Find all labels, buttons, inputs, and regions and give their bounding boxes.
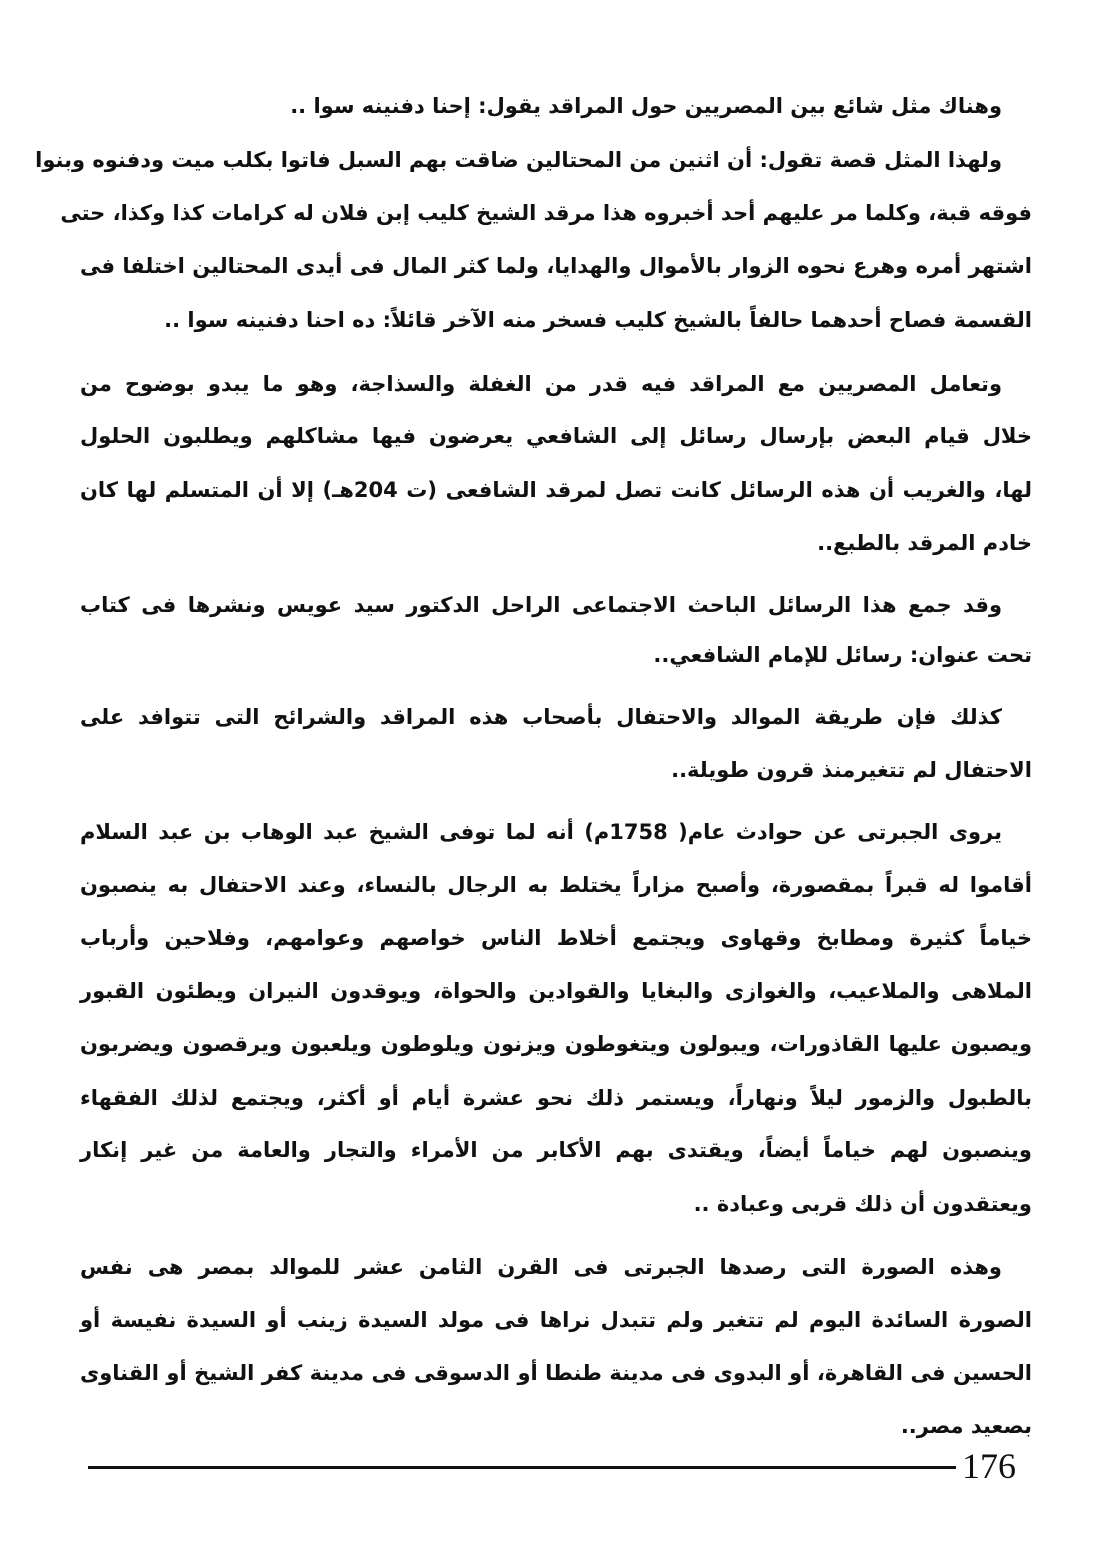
paragraph-3-line: وتعامل المصريين مع المراقد فيه قدر من الغفلة والسذاجة، وهو ما يبدو بوضوح من: [80, 372, 1002, 396]
paragraph-7-line: الصورة السائدة اليوم لم تتغير ولم تتبدل نراها فى مولد السيدة زينب أو السيدة نفيسة أو: [80, 1308, 1032, 1332]
page-number: 176: [962, 1446, 1016, 1486]
paragraph-7-line: الحسين فى القاهرة، أو البدوى فى مدينة طنطا أو الدسوقى فى مدينة كفر الشيخ أو القناوى: [80, 1361, 1032, 1385]
paragraph-3-line: خلال قيام البعض بإرسال رسائل إلى الشافعي يعرضون فيها مشاكلهم ويطلبون الحلول: [80, 424, 1032, 448]
paragraph-2-line: اشتهر أمره وهرع نحوه الزوار بالأموال والهدايا، ولما كثر المال فى أيدى المحتالين اختلفا فى: [80, 254, 1032, 278]
paragraph-6-line: أقاموا له قبراً بمقصورة، وأصبح مزاراً يختلط به الرجال بالنساء، وعند الاحتفال به ينصبون: [80, 873, 1032, 897]
paragraph-5-line: الاحتفال لم تتغيرمنذ قرون طويلة..: [671, 758, 1032, 782]
paragraph-6-line: ويعتقدون أن ذلك قربى وعبادة ..: [693, 1192, 1032, 1216]
paragraph-3-line: خادم المرقد بالطبع..: [817, 531, 1032, 555]
paragraph-5-line: كذلك فإن طريقة الموالد والاحتفال بأصحاب هذه المراقد والشرائح التى تتوافد على: [80, 705, 1002, 729]
paragraph-6-line: الملاهى والملاعيب، والغوازى والبغايا والقوادين والحواة، ويوقدون النيران ويطئون القبور: [80, 979, 1032, 1003]
paragraph-2-line: ولهذا المثل قصة تقول: أن اثنين من المحتالين ضاقت بهم السبل فاتوا بكلب ميت ودفنوه وبنوا: [35, 148, 1002, 172]
paragraph-4-line: وقد جمع هذا الرسائل الباحث الاجتماعى الراحل الدكتور سيد عويس ونشرها فى كتاب: [80, 593, 1002, 617]
paragraph-6-line: بالطبول والزمور ليلاً ونهاراً، ويستمر ذلك نحو عشرة أيام أو أكثر، ويجتمع لذلك الفقهاء: [80, 1086, 1032, 1110]
paragraph-6-line: وينصبون لهم خياماً أيضاً، ويقتدى بهم الأكابر من الأمراء والتجار والعامة من غير إنكار: [80, 1138, 1032, 1162]
paragraph-6-line: يروى الجبرتى عن حوادث عام( 1758م) أنه لما توفى الشيخ عبد الوهاب بن عبد السلام: [80, 820, 1002, 844]
paragraph-1-line: وهناك مثل شائع بين المصريين حول المراقد يقول: إحنا دفنينه سوا ..: [290, 94, 1002, 118]
paragraph-6-line: ويصبون عليها القاذورات، ويبولون ويتغوطون ويزنون ويلوطون ويلعبون ويرقصون ويضربون: [80, 1032, 1032, 1056]
paragraph-2-line: القسمة فصاح أحدهما حالفاً بالشيخ كليب فسخر منه الآخر قائلاً: ده احنا دفنينه سوا ..: [164, 308, 1032, 332]
paragraph-3-line: لها، والغريب أن هذه الرسائل كانت تصل لمرقد الشافعى (ت 204هـ) إلا أن المتسلم لها كان: [80, 478, 1032, 502]
paragraph-7-line: بصعيد مصر..: [900, 1414, 1032, 1438]
paragraph-6-line: خياماً كثيرة ومطابخ وقهاوى ويجتمع أخلاط الناس خواصهم وعوامهم، وفلاحين وأرباب: [80, 926, 1032, 950]
paragraph-7-line: وهذه الصورة التى رصدها الجبرتى فى القرن الثامن عشر للموالد بمصر هى نفس: [80, 1255, 1002, 1279]
paragraph-2-line: فوقه قبة، وكلما مر عليهم أحد أخبروه هذا مرقد الشيخ كليب إبن فلان له كرامات كذا وكذا، حتى: [60, 201, 1032, 225]
footer-rule: [88, 1466, 956, 1469]
paragraph-4-line: تحت عنوان: رسائل للإمام الشافعي..: [653, 643, 1032, 667]
